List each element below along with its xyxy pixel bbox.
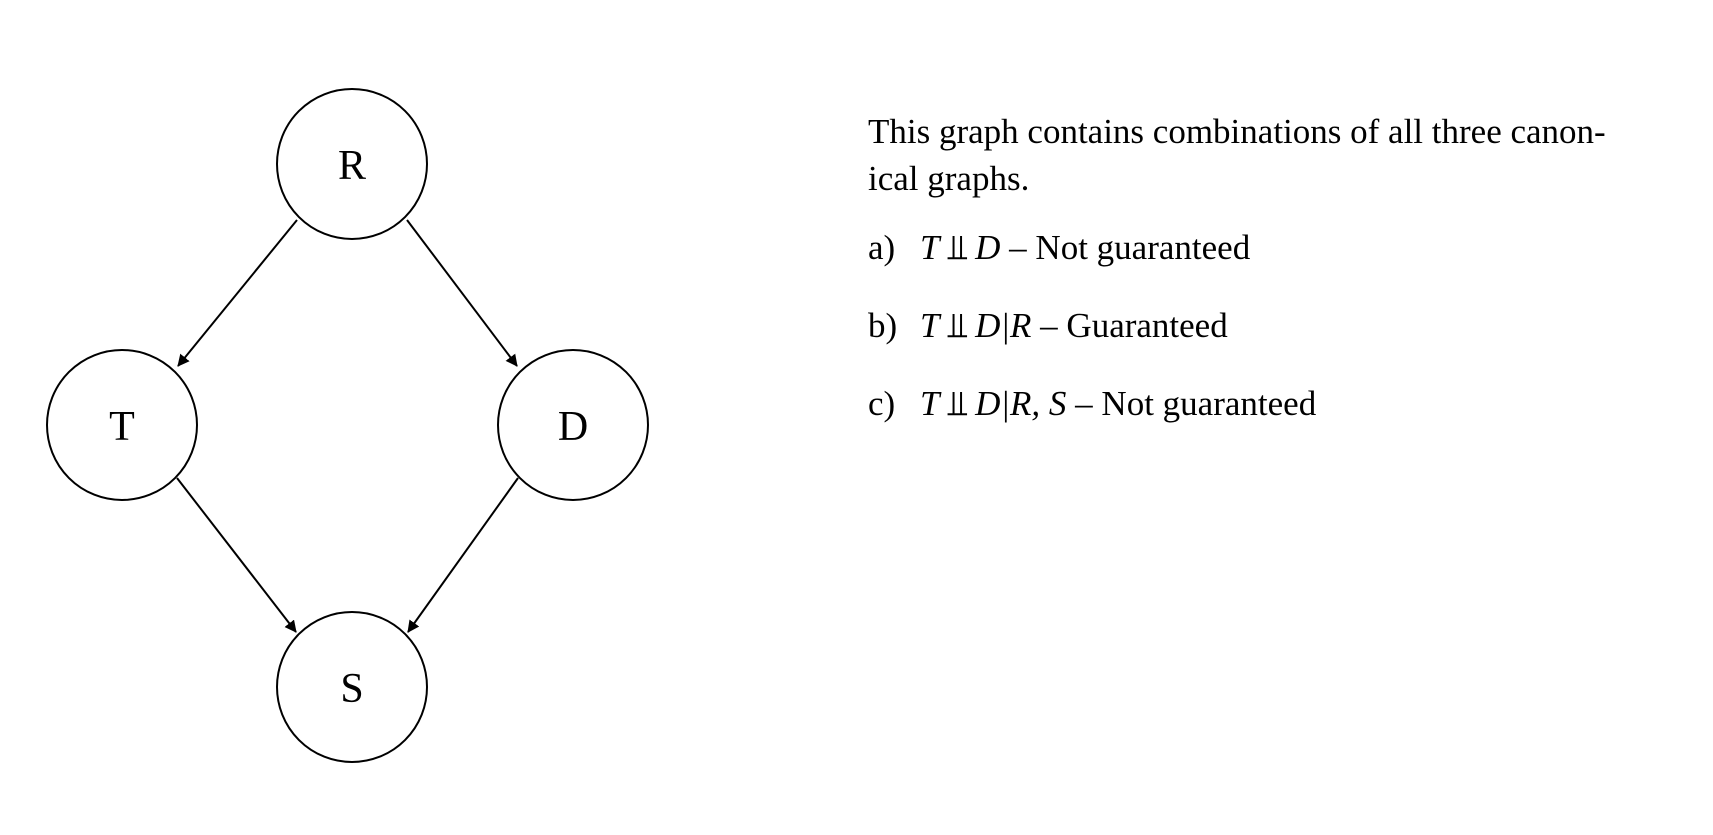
statement-c-independence-symbol: ⫫ [947, 384, 968, 423]
edge-d-to-s [408, 478, 518, 632]
explanation-panel [868, 108, 1688, 458]
intro-line-1: This graph contains combinations of all three canon- [868, 112, 1606, 151]
node-d-label: D [557, 404, 589, 450]
statement-b-left: T [920, 306, 940, 345]
statement-c-marker: c) [868, 384, 896, 423]
statement-b-right: D|R [975, 306, 1032, 345]
intro-paragraph [868, 108, 1688, 202]
edge-r-to-d [407, 220, 517, 366]
node-d [498, 350, 648, 500]
intro-line-2: ical graphs. [868, 159, 1030, 198]
statement-a-left: T [920, 228, 940, 267]
statement-b-independence-symbol: ⫫ [947, 306, 968, 345]
edge-r-to-t [178, 220, 297, 366]
statement-c-left: T [920, 384, 940, 423]
edge-t-to-s [177, 478, 296, 632]
statement-a-independence-symbol: ⫫ [947, 228, 968, 267]
node-s-label: S [340, 666, 364, 712]
statement-c [868, 380, 1688, 427]
statement-a-verdict: – Not guaranteed [1009, 228, 1251, 267]
statement-a-right: D [975, 228, 1001, 267]
statement-b-verdict: – Guaranteed [1040, 306, 1228, 345]
node-t [47, 350, 197, 500]
node-t-label: T [109, 404, 135, 450]
statement-c-verdict: – Not guaranteed [1075, 384, 1317, 423]
statement-c-right: D|R, S [975, 384, 1067, 423]
statement-b [868, 302, 1688, 349]
statement-a-marker: a) [868, 228, 896, 267]
bayes-net-diagram [0, 0, 700, 835]
statement-b-marker: b) [868, 306, 898, 345]
node-s [277, 612, 427, 762]
node-r [277, 89, 427, 239]
node-r-label: R [337, 143, 367, 189]
statement-a [868, 224, 1688, 271]
